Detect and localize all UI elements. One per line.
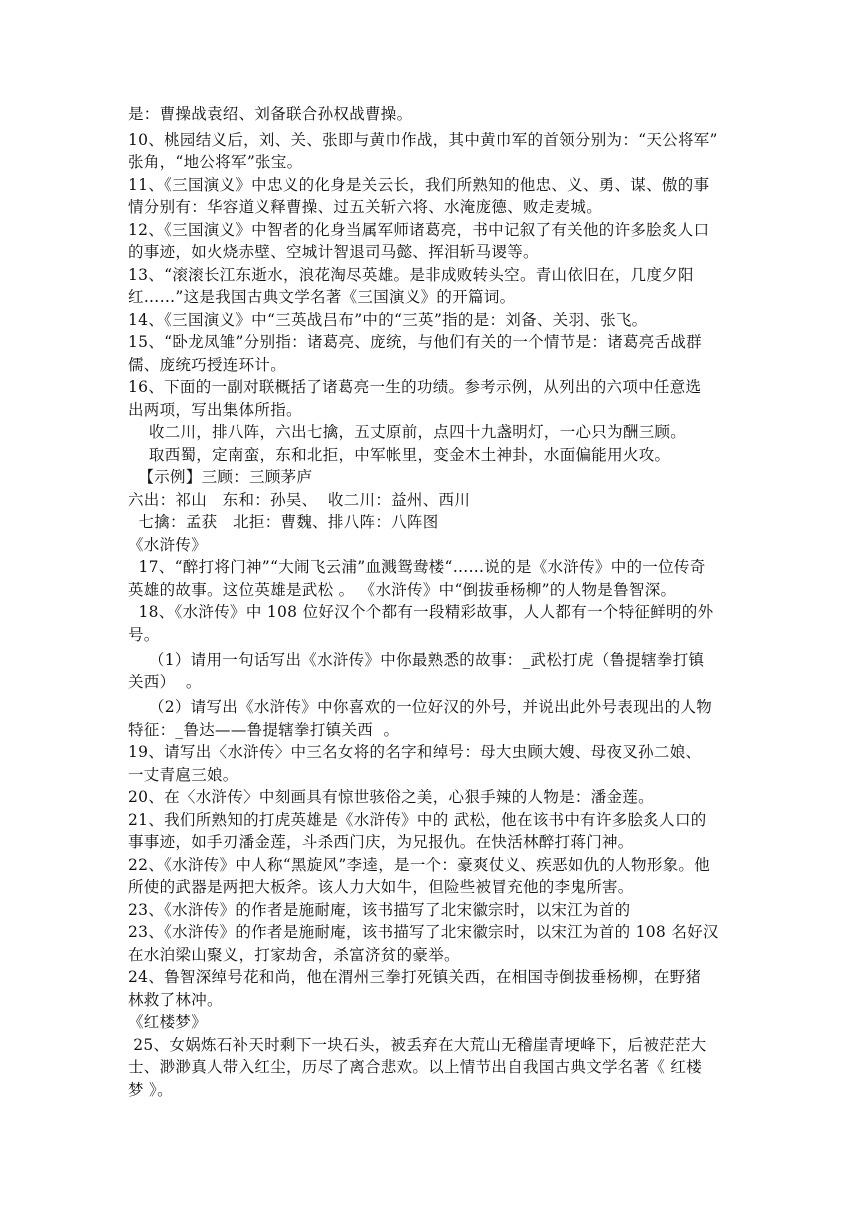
text-line: 的事迹，如火烧赤壁、空城计智退司马懿、挥泪斩马谡等。 (128, 243, 539, 261)
text-line: 特征：_鲁达——鲁提辖拳打镇关西 。 (128, 721, 400, 739)
text-line: 英雄的故事。这位英雄是武松 。 《水浒传》中“倒拔垂杨柳”的人物是鲁智深。 (128, 581, 677, 599)
text-line: 张角，“地公将军”张宝。 (128, 153, 303, 171)
text-line: 事事迹，如手刃潘金莲，斗杀西门庆，为兄报仇。在快活林醉打蒋门神。 (128, 833, 634, 851)
text-line: 情分别有：华容道义释曹操、过五关斩六将、水淹庞德、败走麦城。 (128, 198, 603, 216)
text-line: 21、我们所熟知的打虎英雄是《水浒传》中的 武松，他在该书中有许多脍炙人口的 (128, 811, 707, 829)
text-line: 11、《三国演义》中忠义的化身是关云长，我们所熟知的他忠、义、勇、谋、傲的事 (128, 176, 710, 194)
text-line: 12、《三国演义》中智者的化身当属军师诸葛亮，书中记叙了有关他的许多脍炙人口 (128, 221, 710, 239)
text-line: 六出：祁山 东和：孙吴、 收二川：益州、西川 (128, 491, 471, 509)
text-line: 16、下面的一副对联概括了诸葛亮一生的功绩。参考示例，从列出的六项中任意选 (128, 378, 702, 396)
text-line: 号。 (128, 626, 160, 644)
text-line: 19、请写出〈水浒传〉中三名女将的名字和绰号：母大虫顾大嫂、母夜叉孙二娘、 (128, 743, 702, 761)
text-line: 士、渺渺真人带入红尘，历尽了离合悲欢。以上情节出自我国古典文学名著《 红楼 (128, 1058, 703, 1076)
text-line: 23、《水浒传》的作者是施耐庵，该书描写了北宋徽宗时，以宋江为首的 (128, 901, 631, 919)
text-line: 17、“醉打将门神”“大闹飞云浦”血溅鸳鸯楼“……说的是《水浒传》中的一位传奇 (128, 558, 706, 576)
text-line: 儒、庞统巧授连环计。 (128, 356, 287, 374)
text-line: 15、“卧龙凤雏”分别指：诸葛亮、庞统，与他们有关的一个情节是：诸葛亮舌战群 (128, 333, 702, 351)
text-line: 梦 》。 (128, 1081, 173, 1099)
text-line: 25、女娲炼石补天时剩下一块石头，被丢弃在大荒山无稽崖青埂峰下，后被茫茫大 (128, 1036, 707, 1054)
text-line: （2）请写出《水浒传》中你喜欢的一位好汉的外号，并说出此外号表现出的人物 (128, 698, 713, 716)
text-line: 一丈青扈三娘。 (128, 766, 239, 784)
section-heading: 《红楼梦》 (128, 1013, 208, 1031)
text-line: 【示例】三顾：三顾茅庐 (128, 468, 313, 486)
text-line: 14、《三国演义》中“三英战吕布”中的“三英”指的是：刘备、关羽、张飞。 (128, 311, 648, 329)
text-line: 是：曹操战袁绍、刘备联合孙权战曹操。 (128, 105, 413, 123)
text-line: 关西） 。 (128, 673, 202, 691)
text-line: 22、《水浒传》中人称“黑旋风”李逵，是一个：豪爽仗义、疾恶如仇的人物形象。他 (128, 856, 711, 874)
text-line: 出两项，写出集体所指。 (128, 401, 302, 419)
text-line: 20、在〈水浒传〉中刻画具有惊世骇俗之美，心狠手辣的人物是：潘金莲。 (128, 788, 654, 806)
text-line: 林救了林冲。 (128, 991, 223, 1009)
text-line: 23、《水浒传》的作者是施耐庵，该书描写了北宋徽宗时，以宋江为首的 108 名好汉 (128, 923, 719, 941)
text-line: 10、桃园结义后，刘、关、张即与黄巾作战，其中黄巾军的首领分别为：“天公将军” (128, 131, 718, 149)
text-line: 24、鲁智深绰号花和尚，他在渭州三拳打死镇关西，在相国寺倒拔垂杨柳，在野猪 (128, 968, 702, 986)
text-line: 收二川，排八阵，六出七擒，五丈原前，点四十九盏明灯，一心只为酬三顾。 (128, 423, 687, 441)
text-line: 七擒：孟获 北拒：曹魏、排八阵：八阵图 (128, 513, 439, 531)
section-heading: 《水浒传》 (128, 536, 208, 554)
text-line: 所使的武器是两把大板斧。该人力大如牛，但险些被冒充他的李鬼所害。 (128, 878, 634, 896)
text-line: （1）请用一句话写出《水浒传》中你最熟悉的故事：_武松打虎（鲁提辖拳打镇 (128, 651, 705, 669)
text-line: 18、《水浒传》中 108 位好汉个个都有一段精彩故事，人人都有一个特征鲜明的外 (128, 603, 714, 621)
text-line: 红……”这是我国古典文学名著《三国演义》的开篇词。 (128, 288, 516, 306)
text-line: 13、“滚滚长江东逝水，浪花淘尽英雄。是非成败转头空。青山依旧在，几度夕阳 (128, 266, 694, 284)
text-line: 在水泊梁山聚义，打家劫舍，杀富济贫的豪举。 (128, 946, 460, 964)
text-line: 取西蜀，定南蛮，东和北拒，中军帐里，变金木土神卦，水面偏能用火攻。 (128, 446, 671, 464)
